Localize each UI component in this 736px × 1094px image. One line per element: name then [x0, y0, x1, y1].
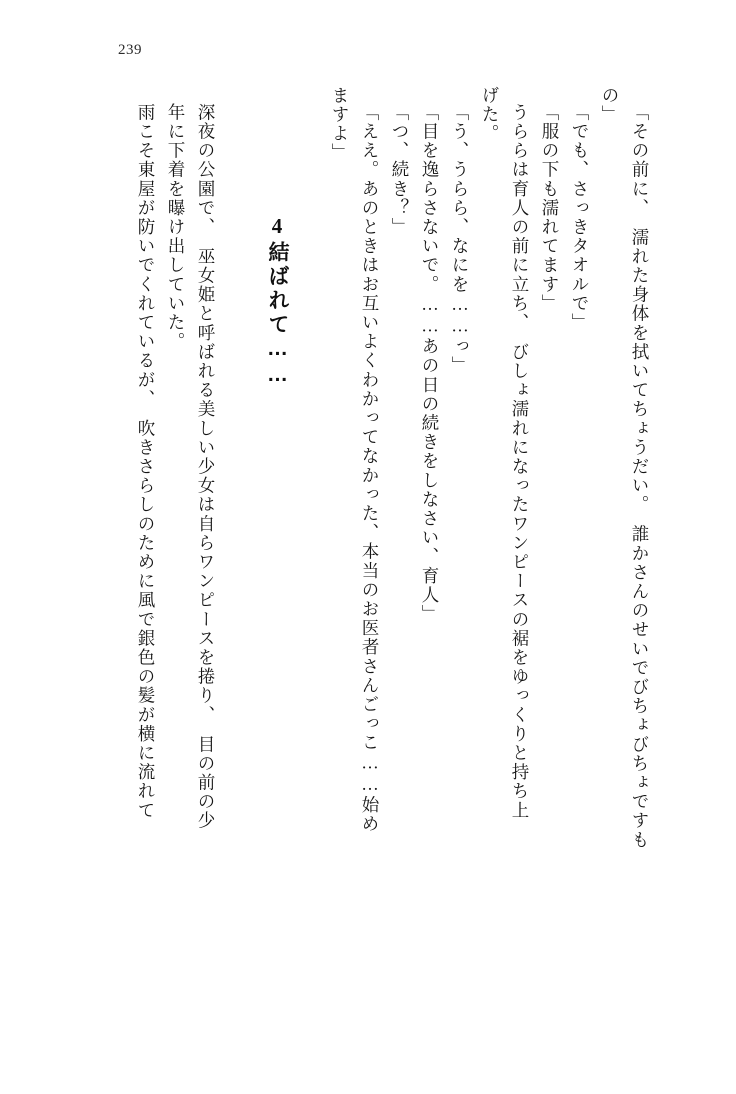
section-gap — [214, 86, 258, 966]
chapter-number: 4 — [265, 214, 289, 241]
chapter-heading — [258, 86, 292, 1094]
page-number: 239 — [118, 42, 142, 58]
text-column: 「その前に、 濡れた身体を拭いてちょうだい。 誰かさんのせいでびちょびちょですも — [630, 103, 650, 850]
text-column: 雨こそ東屋が防いでくれているが、 吹きさらしのために風で銀色の髪が横に流れて — [136, 103, 156, 821]
text-column: げた。 — [480, 86, 500, 144]
text-column: 「目を逸らさないで。……あの日の続きをしなさい、育人」 — [420, 103, 440, 624]
text-column: 年に下着を曝け出していた。 — [166, 103, 186, 352]
text-column: 「でも、さっきタオルで」 — [570, 103, 590, 333]
text-column: うららは育人の前に立ち、 びしょ濡れになったワンピースの裾をゆっくりと持ち上 — [510, 103, 530, 821]
text-column: 「う、うらら、なにを……っ」 — [450, 103, 470, 376]
text-column: 深夜の公園で、 巫女姫と呼ばれる美しい少女は自らワンピースを捲り、 目の前の少 — [196, 103, 216, 831]
body-text — [108, 86, 648, 966]
text-column: 「ええ。あのときはお互いよくわかってなかった、本当のお医者さんごっこ……始め — [360, 103, 380, 834]
chapter-title: 結ばれて…… — [266, 241, 289, 389]
section-gap — [292, 86, 318, 966]
text-column: 「つ、続き？」 — [390, 103, 410, 237]
text-column: 「服の下も濡れてます」 — [540, 103, 560, 314]
text-column: の」 — [600, 86, 620, 125]
text-column: ますよ」 — [330, 86, 350, 163]
